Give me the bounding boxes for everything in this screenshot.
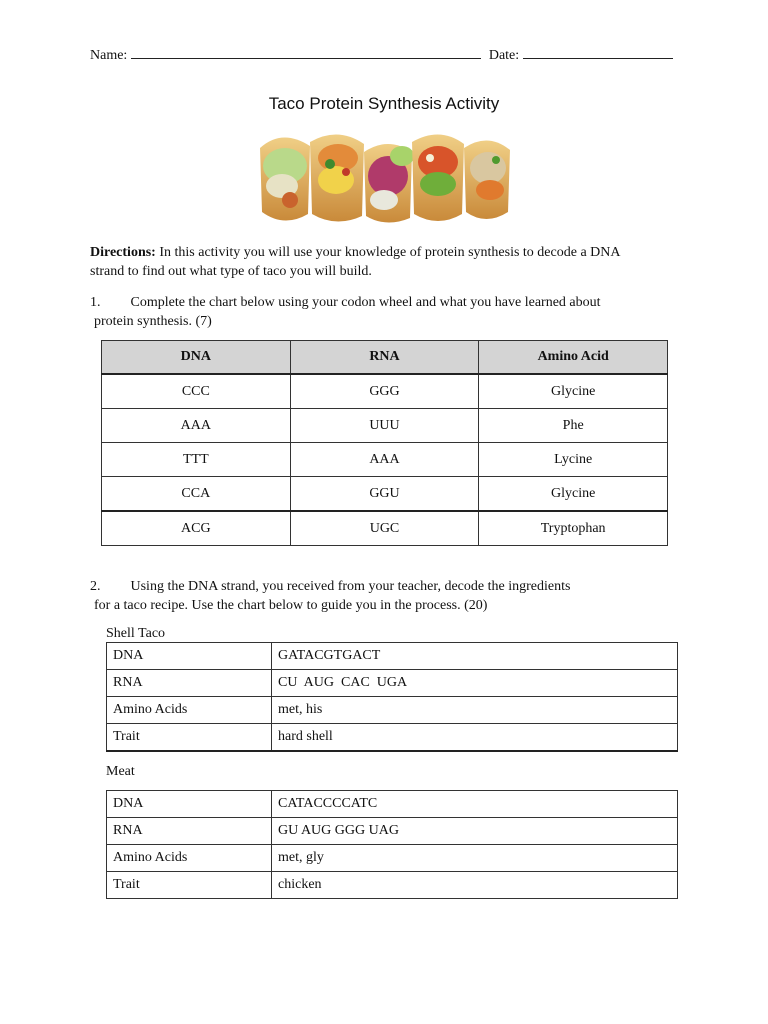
question-2 bbox=[90, 577, 690, 615]
q1-number: 1. bbox=[90, 295, 101, 310]
q2-line1: Using the DNA strand, you received from your teacher, decode the ingredients bbox=[130, 579, 571, 594]
row-key: Amino Acids bbox=[107, 845, 272, 872]
date-label: Date: bbox=[488, 48, 520, 63]
row-value[interactable]: hard shell bbox=[272, 724, 678, 752]
chart-cell: CCA bbox=[102, 477, 291, 512]
chart-cell[interactable]: Glycine bbox=[479, 374, 668, 409]
table-row bbox=[107, 791, 678, 818]
chart-cell: ACG bbox=[102, 511, 291, 546]
chart-cell: AAA bbox=[102, 409, 291, 443]
codon-chart bbox=[101, 340, 668, 546]
row-key: DNA bbox=[107, 791, 272, 818]
shell-taco-table bbox=[106, 642, 678, 752]
table-row bbox=[102, 374, 668, 409]
chart-header-amino-acid: Amino Acid bbox=[479, 341, 668, 375]
shell-taco-heading: Shell Taco bbox=[106, 626, 166, 641]
q1-line2: protein synthesis. (7) bbox=[94, 314, 212, 329]
meat-table bbox=[106, 790, 678, 899]
chart-cell[interactable]: Phe bbox=[479, 409, 668, 443]
name-date-line bbox=[90, 46, 673, 64]
table-row bbox=[102, 477, 668, 512]
row-key: RNA bbox=[107, 670, 272, 697]
row-value[interactable]: met, his bbox=[272, 697, 678, 724]
table-row bbox=[107, 818, 678, 845]
chart-cell[interactable]: UUU bbox=[290, 409, 479, 443]
chart-cell[interactable]: Lycine bbox=[479, 443, 668, 477]
table-row bbox=[102, 511, 668, 546]
tacos-photo-icon bbox=[252, 128, 514, 228]
q2-number: 2. bbox=[90, 579, 101, 594]
chart-cell[interactable]: Glycine bbox=[479, 477, 668, 512]
table-row bbox=[107, 670, 678, 697]
directions bbox=[90, 243, 690, 281]
table-row bbox=[102, 409, 668, 443]
name-blank[interactable] bbox=[131, 46, 481, 59]
chart-header-row bbox=[102, 341, 668, 375]
name-label: Name: bbox=[90, 48, 128, 63]
chart-header-dna: DNA bbox=[102, 341, 291, 375]
table-row bbox=[107, 643, 678, 670]
q2-line2: for a taco recipe. Use the chart below to guide you in the process. (20) bbox=[94, 598, 488, 613]
directions-line2: strand to find out what type of taco you will build. bbox=[90, 264, 372, 279]
directions-line1: In this activity you will use your knowledge of protein synthesis to decode a DNA bbox=[159, 245, 621, 260]
row-value[interactable]: GATACGTGACT bbox=[272, 643, 678, 670]
table-row bbox=[107, 845, 678, 872]
chart-cell: CCC bbox=[102, 374, 291, 409]
table-row bbox=[102, 443, 668, 477]
row-key: Trait bbox=[107, 872, 272, 899]
chart-cell: TTT bbox=[102, 443, 291, 477]
row-key: DNA bbox=[107, 643, 272, 670]
chart-cell[interactable]: AAA bbox=[290, 443, 479, 477]
row-value[interactable]: CATACCCCATC bbox=[272, 791, 678, 818]
meat-heading: Meat bbox=[106, 764, 135, 779]
page-title: Taco Protein Synthesis Activity bbox=[268, 94, 500, 113]
date-blank[interactable] bbox=[523, 46, 673, 59]
table-row bbox=[107, 697, 678, 724]
row-value[interactable]: GU AUG GGG UAG bbox=[272, 818, 678, 845]
row-value[interactable]: CU AUG CAC UGA bbox=[272, 670, 678, 697]
question-1 bbox=[90, 293, 690, 331]
row-key: RNA bbox=[107, 818, 272, 845]
chart-cell[interactable]: GGG bbox=[290, 374, 479, 409]
row-key: Amino Acids bbox=[107, 697, 272, 724]
directions-label: Directions: bbox=[90, 245, 156, 260]
row-value[interactable]: met, gly bbox=[272, 845, 678, 872]
chart-header-rna: RNA bbox=[290, 341, 479, 375]
q1-line1: Complete the chart below using your codon wheel and what you have learned about bbox=[130, 295, 601, 310]
chart-cell[interactable]: Tryptophan bbox=[479, 511, 668, 546]
row-value[interactable]: chicken bbox=[272, 872, 678, 899]
chart-cell[interactable]: UGC bbox=[290, 511, 479, 546]
chart-cell[interactable]: GGU bbox=[290, 477, 479, 512]
row-key: Trait bbox=[107, 724, 272, 752]
table-row bbox=[107, 872, 678, 899]
table-row bbox=[107, 724, 678, 752]
